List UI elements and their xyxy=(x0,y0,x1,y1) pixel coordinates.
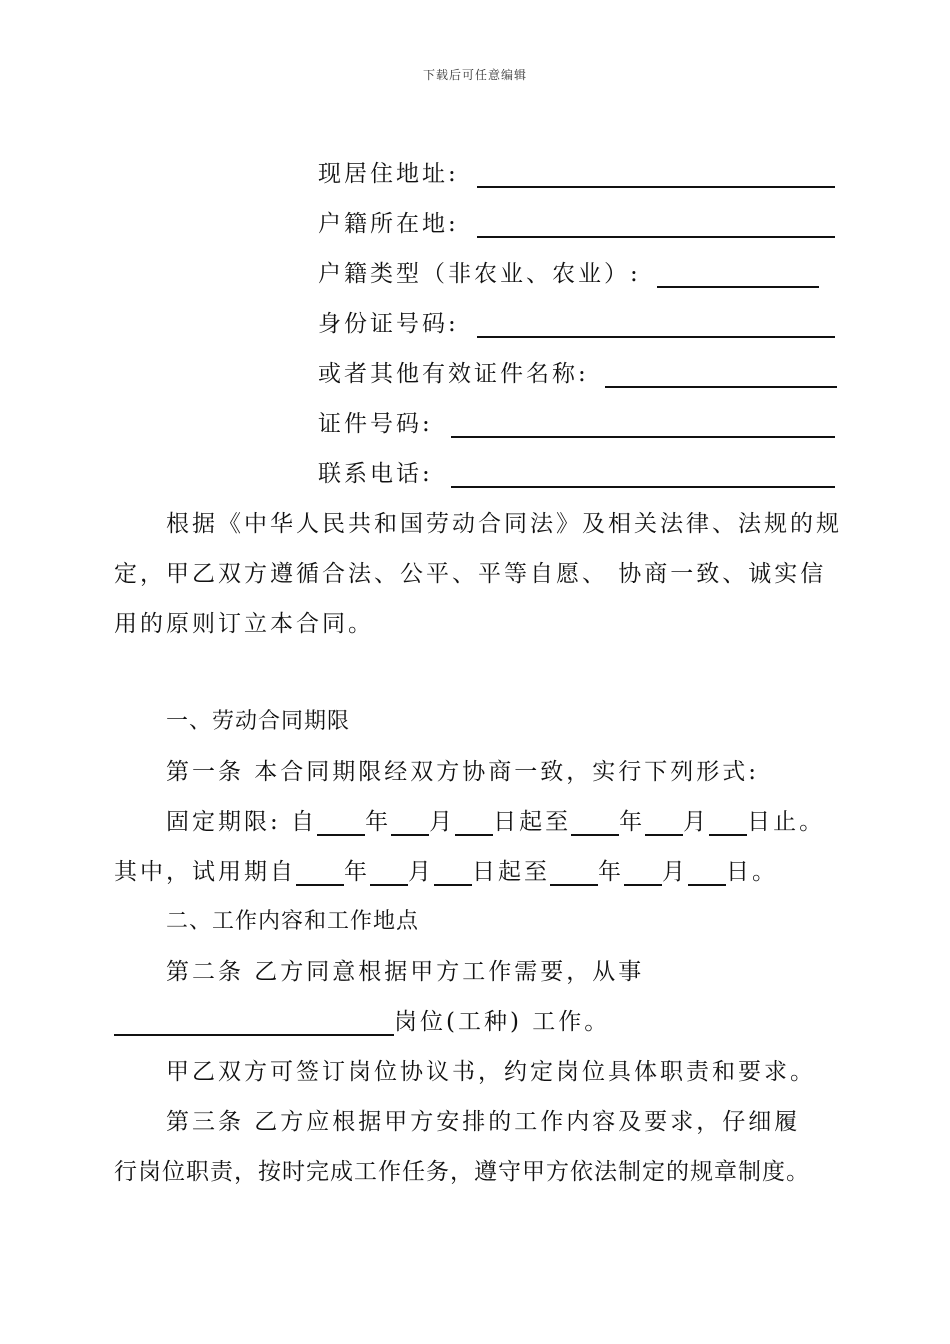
field-label: 户籍所在地: xyxy=(318,211,459,237)
probation-line xyxy=(114,858,778,886)
page-header: 下载后可任意编辑 xyxy=(422,68,527,82)
section-1-title: 一、劳动合同期限 xyxy=(166,709,351,734)
year-label: 年 xyxy=(365,809,392,835)
fill-blank[interactable] xyxy=(477,164,835,188)
field-id-no xyxy=(318,410,835,438)
probation-prefix: 其中，试用期自 xyxy=(114,859,296,885)
fill-blank-month[interactable] xyxy=(624,862,662,886)
field-label: 证件号码: xyxy=(318,411,433,437)
preamble-line-2: 定，甲乙双方遵循合法、公平、平等自愿、 协商一致、诚实信 xyxy=(114,561,827,587)
field-label: 现居住地址: xyxy=(318,161,459,187)
article-1: 第一条 本合同期限经双方协商一致，实行下列形式: xyxy=(166,759,760,785)
year-label: 年 xyxy=(619,809,646,835)
fill-blank-month[interactable] xyxy=(391,812,429,836)
year-label: 年 xyxy=(344,859,370,885)
fill-blank[interactable] xyxy=(477,214,835,238)
article-2: 第二条 乙方同意根据甲方工作需要，从事 xyxy=(166,959,645,985)
fill-blank[interactable] xyxy=(451,414,835,438)
fill-blank-year[interactable] xyxy=(296,862,344,886)
fixed-term-prefix: 固定期限: 自 xyxy=(166,809,318,835)
fill-blank-year[interactable] xyxy=(550,862,598,886)
field-label: 户籍类型（非农业、农业）: xyxy=(318,261,641,287)
field-phone xyxy=(318,460,835,488)
preamble-line-1: 根据《中华人民共和国劳动合同法》及相关法律、法规的规 xyxy=(166,511,842,537)
agreement-line: 甲乙双方可签订岗位协议书，约定岗位具体职责和要求。 xyxy=(166,1059,816,1085)
fill-blank[interactable] xyxy=(657,264,819,288)
fill-blank-day[interactable] xyxy=(455,812,493,836)
fill-blank-month[interactable] xyxy=(370,862,408,886)
field-id-number xyxy=(318,310,835,338)
day-end-label: 日。 xyxy=(726,859,778,885)
field-other-id-name xyxy=(318,360,837,388)
fixed-term-line xyxy=(166,808,825,836)
field-hukou-place xyxy=(318,210,835,238)
post-line xyxy=(114,1008,610,1036)
fill-blank[interactable] xyxy=(605,364,837,388)
fill-blank-year[interactable] xyxy=(571,812,619,836)
fill-blank[interactable] xyxy=(451,464,835,488)
day-from-label: 日起至 xyxy=(493,809,572,835)
month-label: 月 xyxy=(408,859,434,885)
fill-blank-month[interactable] xyxy=(645,812,683,836)
fill-blank-day[interactable] xyxy=(688,862,726,886)
post-suffix: 岗位(工种) 工作。 xyxy=(394,1009,611,1035)
day-end-label: 日止。 xyxy=(747,809,826,835)
day-from-label: 日起至 xyxy=(472,859,550,885)
field-hukou-type xyxy=(318,260,819,288)
field-label: 联系电话: xyxy=(318,461,433,487)
fill-blank-post[interactable] xyxy=(114,1012,394,1036)
fill-blank-day[interactable] xyxy=(709,812,747,836)
month-label: 月 xyxy=(429,809,456,835)
section-2-title: 二、工作内容和工作地点 xyxy=(166,909,420,934)
month-label: 月 xyxy=(683,809,710,835)
month-label: 月 xyxy=(662,859,688,885)
article-3-line-2: 行岗位职责，按时完成工作任务，遵守甲方依法制定的规章制度。 xyxy=(114,1159,810,1185)
field-address xyxy=(318,160,835,188)
article-3-line-1: 第三条 乙方应根据甲方安排的工作内容及要求，仔细履 xyxy=(166,1109,801,1135)
field-label: 或者其他有效证件名称: xyxy=(318,361,589,387)
field-label: 身份证号码: xyxy=(318,311,459,337)
fill-blank-year[interactable] xyxy=(317,812,365,836)
preamble-line-3: 用的原则订立本合同。 xyxy=(114,611,374,637)
fill-blank[interactable] xyxy=(477,314,835,338)
fill-blank-day[interactable] xyxy=(434,862,472,886)
year-label: 年 xyxy=(598,859,624,885)
